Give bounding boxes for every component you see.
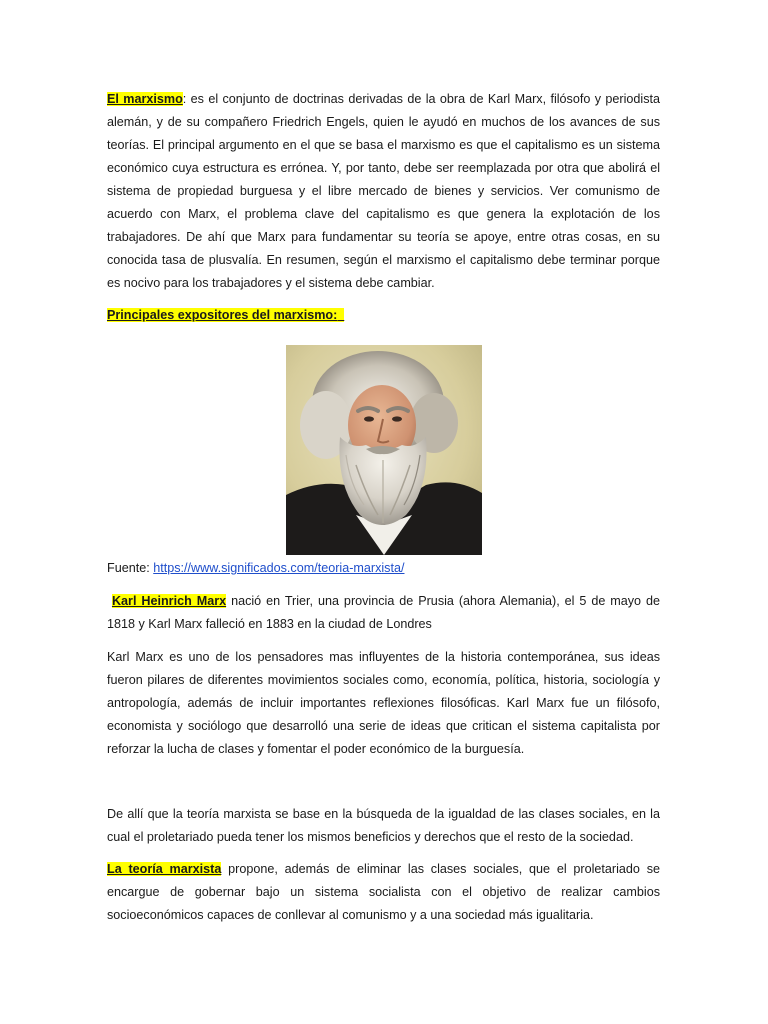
birth-paragraph (107, 590, 660, 636)
source-label: Fuente: (107, 561, 154, 575)
section-heading (107, 304, 660, 327)
birth-text: nació en Trier, una provincia de Prusia (ahora Alemania), el 5 de mayo de 1818 y Karl Marx falleció en 1883 en la ciudad de Londres (107, 594, 661, 631)
theory-text: propone, además de eliminar las clases sociales, que el proletariado se encargue de gobernar bajo un sistema socialista con el objetivo de realizar cambios socioeconómicos capaces de conllevar al comunismo y a una sociedad más igualitaria. (107, 862, 660, 922)
name-karl-heinrich-marx: Karl Heinrich Marx (111, 594, 227, 608)
marx-paragraph: Karl Marx es uno de los pensadores mas influyentes de la historia contemporánea, sus ideas fueron pilares de diferentes movimientos sociales como, economía, política, historia, sociología y antropología, además de incluir importantes reflexiones filosóficas. Karl Marx fue un filósofo, economista y sociólogo que desarrolló una serie de ideas que critican el sistema capitalista por reforzar la lucha de clases y fomentar el poder económico de la burguesía. (107, 650, 660, 756)
heading-text: Principales expositores del marxismo: (107, 308, 338, 322)
term-la-teoria-marxista: La teoría marxista (107, 862, 222, 876)
term-el-marxismo: El marxismo (107, 92, 183, 106)
intro-text: : es el conjunto de doctrinas derivadas de la obra de Karl Marx, filósofo y periodista alemán, y de su compañero Friedrich Engels, quien le ayudó en muchos de los avances de sus teorías. El principal argumento en el que se basa el marxismo es que el capitalismo es un sistema económico cuya estructura es errónea. Y, por tanto, debe ser reemplazada por otra que abolirá el sistema de propiedad burguesa y el libre mercado de bienes y servicios. Ver comunismo de acuerdo con Marx, el problema clave del capitalismo es que genera la explotación de los trabajadores. De ahí que Marx para fundamentar su teoría se apoye, entre otras cosas, en su conocida tasa de plusvalía. En resumen, según el marxismo el capitalismo debe terminar porque es nocivo para los trabajadores y el sistema debe cambiar. (107, 92, 661, 290)
intro-paragraph (107, 88, 660, 295)
theory-paragraph (107, 858, 660, 927)
document-body (107, 88, 660, 927)
equality-paragraph: De allí que la teoría marxista se base en la búsqueda de la igualdad de las clases sociales, en la cual el proletariado pueda tener los mismos beneficios y derechos que el resto de la sociedad. (107, 807, 660, 844)
karl-marx-portrait (286, 345, 482, 555)
source-line (107, 557, 660, 580)
source-link[interactable]: https://www.significados.com/teoria-marxista/ (153, 561, 405, 575)
